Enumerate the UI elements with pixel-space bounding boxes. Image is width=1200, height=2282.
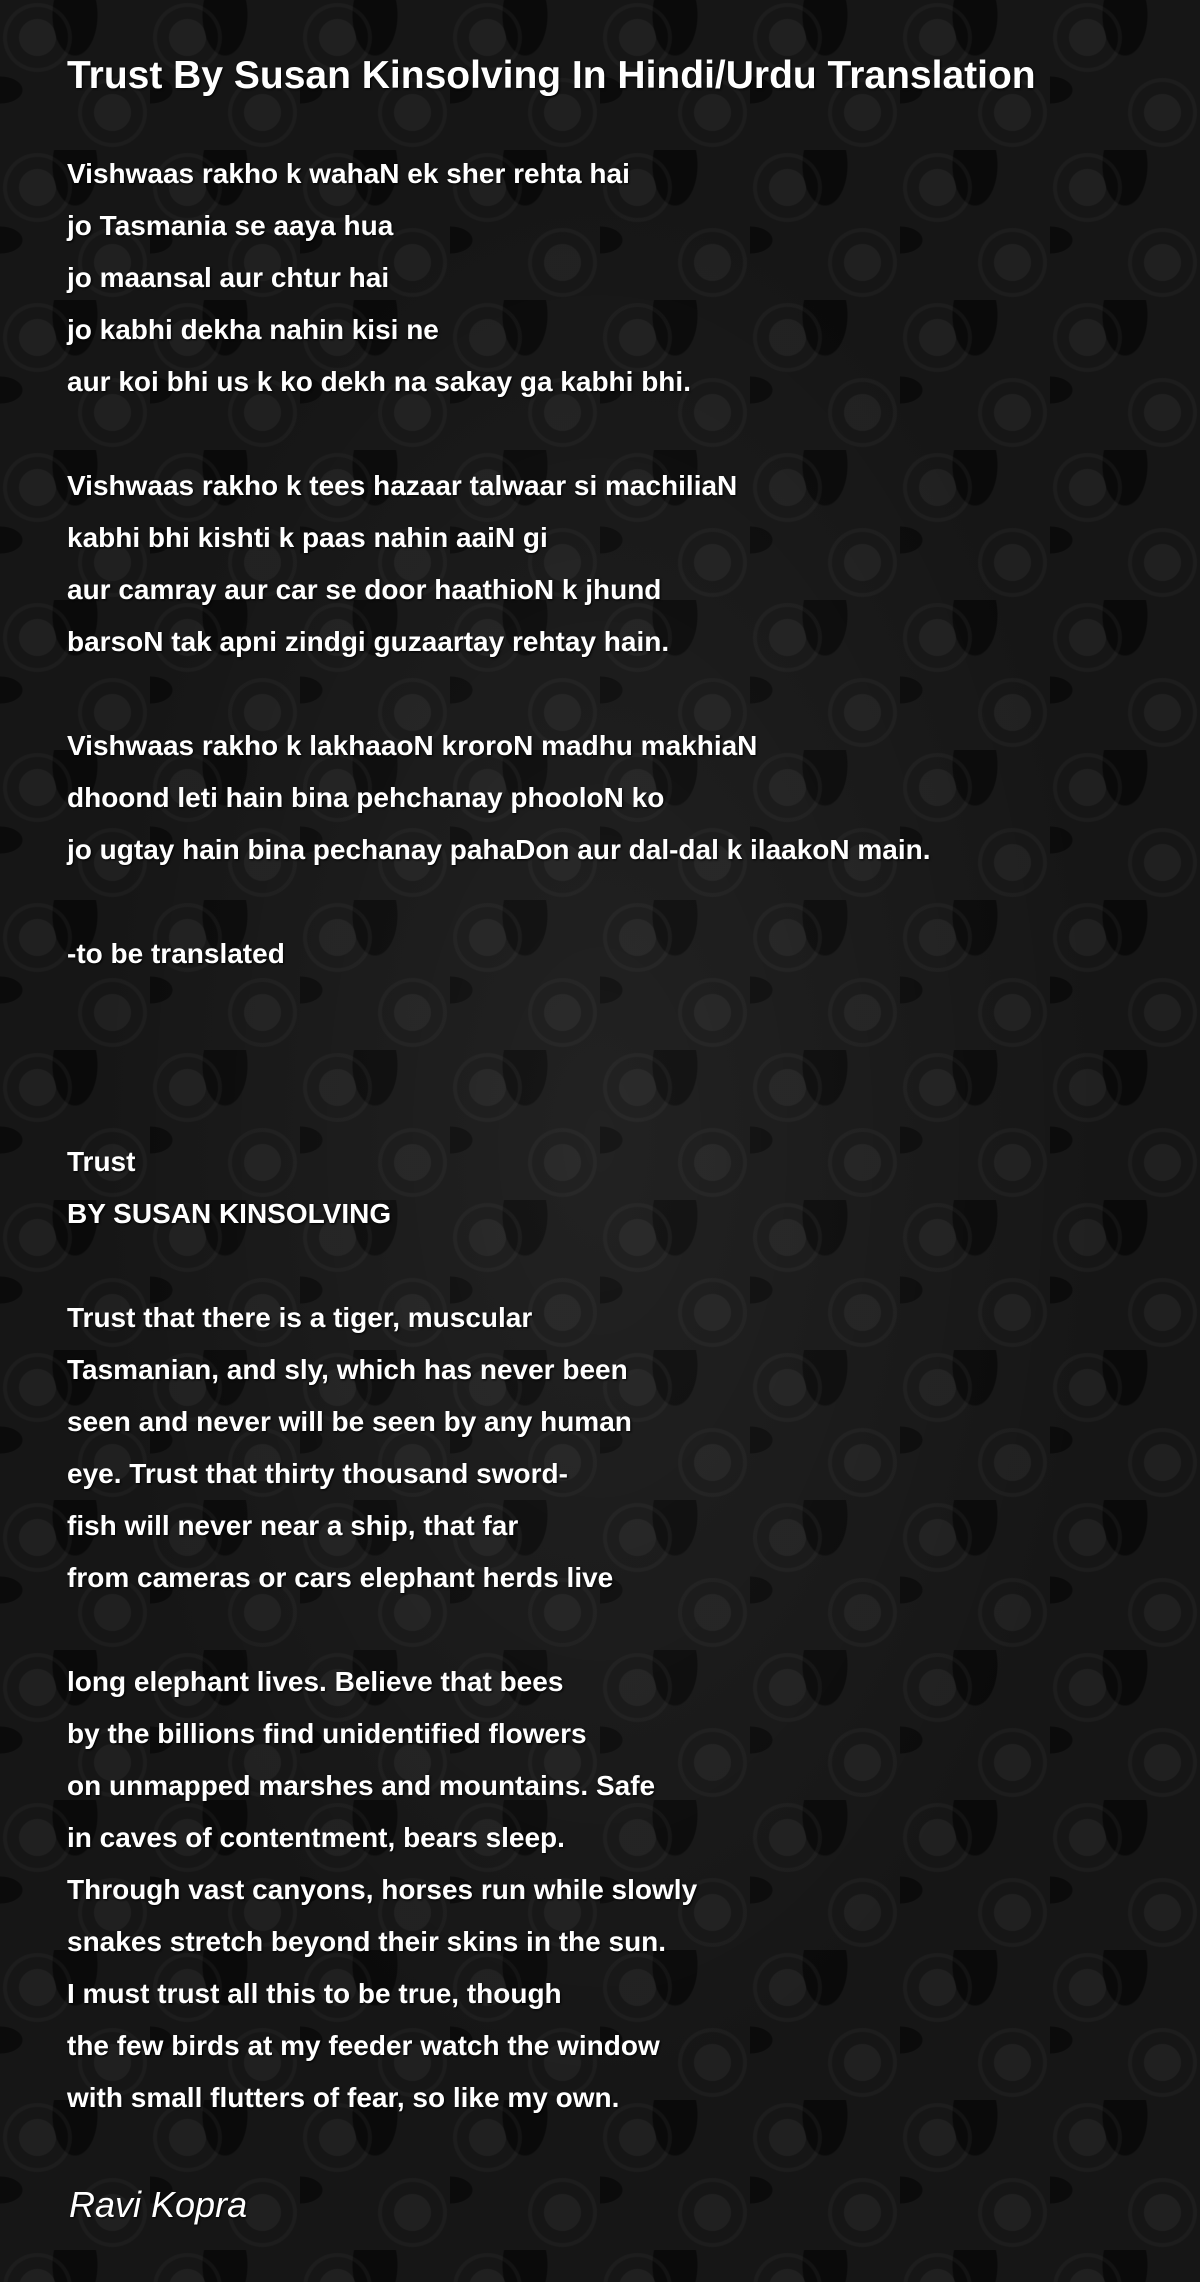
poem-line: jo ugtay hain bina pechanay pahaDon aur dal-dal k ilaakoN main. bbox=[67, 834, 931, 865]
poem-line: Vishwaas rakho k lakhaaoN kroroN madhu makhiaN bbox=[67, 730, 758, 761]
poem-line: Tasmanian, and sly, which has never been bbox=[67, 1354, 628, 1385]
stanza-break bbox=[67, 876, 931, 928]
poem-line: snakes stretch beyond their skins in the sun. bbox=[67, 1926, 667, 1957]
poem-line: by the billions find unidentified flowers bbox=[67, 1718, 587, 1749]
poem-line: jo kabhi dekha nahin kisi ne bbox=[67, 314, 439, 345]
poem-line: Through vast canyons, horses run while slowly bbox=[67, 1874, 698, 1905]
stanza-break bbox=[67, 1032, 931, 1084]
poem-line: from cameras or cars elephant herds live bbox=[67, 1562, 614, 1593]
poem-line: long elephant lives. Believe that bees bbox=[67, 1666, 564, 1697]
poem-line: I must trust all this to be true, though bbox=[67, 1978, 562, 2009]
poem-line: in caves of contentment, bears sleep. bbox=[67, 1822, 565, 1853]
poem-body bbox=[67, 148, 931, 2124]
poem-line: eye. Trust that thirty thousand sword- bbox=[67, 1458, 568, 1489]
stanza-break bbox=[67, 980, 931, 1032]
poem-line: -to be translated bbox=[67, 938, 285, 969]
poem-line: jo maansal aur chtur hai bbox=[67, 262, 390, 293]
poem-line: kabhi bhi kishti k paas nahin aaiN gi bbox=[67, 522, 548, 553]
poem-line: Trust that there is a tiger, muscular bbox=[67, 1302, 533, 1333]
poem-line: Vishwaas rakho k wahaN ek sher rehta hai bbox=[67, 158, 630, 189]
poem-line: dhoond leti hain bina pehchanay phooloN ko bbox=[67, 782, 665, 813]
stanza-break bbox=[67, 1240, 931, 1292]
poem-line: seen and never will be seen by any human bbox=[67, 1406, 632, 1437]
poem-line: Vishwaas rakho k tees hazaar talwaar si machiliaN bbox=[67, 470, 738, 501]
poem-line: aur koi bhi us k ko dekh na sakay ga kabhi bhi. bbox=[67, 366, 691, 397]
poem-line: on unmapped marshes and mountains. Safe bbox=[67, 1770, 656, 1801]
poem-line: barsoN tak apni zindgi guzaartay rehtay hain. bbox=[67, 626, 670, 657]
page-title: Trust By Susan Kinsolving In Hindi/Urdu Translation bbox=[67, 54, 1036, 97]
poem-line: BY SUSAN KINSOLVING bbox=[67, 1198, 392, 1229]
stanza-break bbox=[67, 1084, 931, 1136]
poem-line: aur camray aur car se door haathioN k jhund bbox=[67, 574, 662, 605]
stanza-break bbox=[67, 1604, 931, 1656]
stanza-break bbox=[67, 668, 931, 720]
poem-line: Trust bbox=[67, 1146, 136, 1177]
poem-line: with small flutters of fear, so like my own. bbox=[67, 2082, 620, 2113]
author-signature: Ravi Kopra bbox=[69, 2184, 248, 2225]
poem-line: the few birds at my feeder watch the window bbox=[67, 2030, 660, 2061]
poem-line: jo Tasmania se aaya hua bbox=[67, 210, 394, 241]
stanza-break bbox=[67, 408, 931, 460]
poem-line: fish will never near a ship, that far bbox=[67, 1510, 519, 1541]
